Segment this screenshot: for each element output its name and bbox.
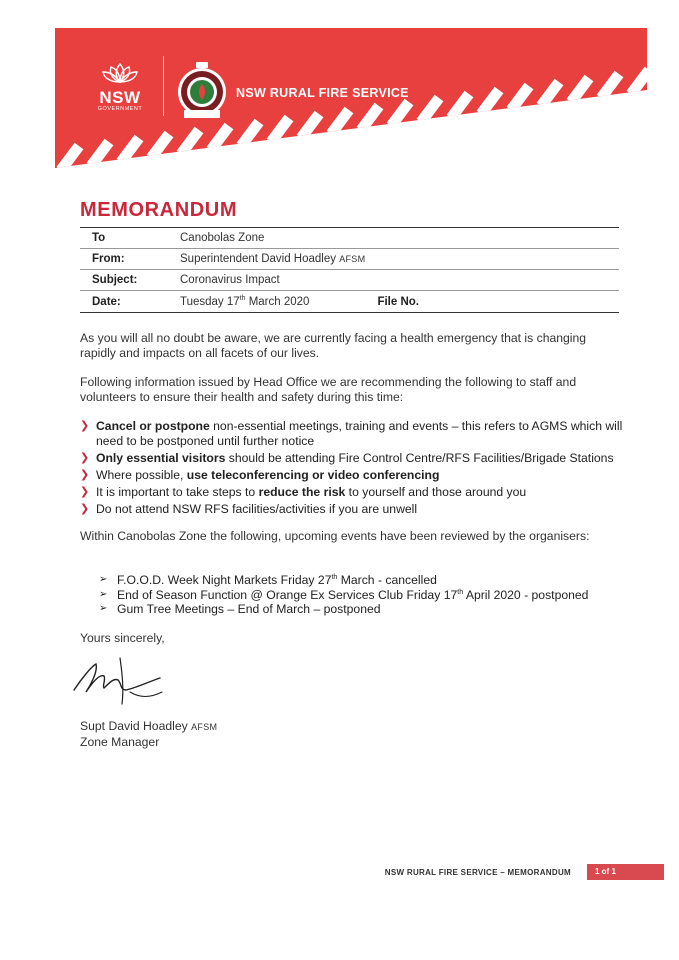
memo-row-date <box>80 291 619 312</box>
chevron-right-icon: ❯ <box>80 420 90 432</box>
page-footer <box>385 864 664 880</box>
rfs-badge-icon <box>176 62 228 122</box>
closing-line: Yours sincerely, <box>80 631 165 645</box>
event-ordinal: th <box>457 588 464 596</box>
list-item-bold: Cancel or postpone <box>96 419 210 433</box>
list-item-rest: non-essential meetings, training and events – this refers to AGMS which will need to be postponed until further notice <box>96 419 623 448</box>
date-ordinal: th <box>239 294 246 302</box>
arrowhead-bullet-icon: ➢ <box>99 588 108 600</box>
list-item-text: Do not attend NSW RFS facilities/activities if you are unwell <box>96 502 418 516</box>
chevron-right-icon: ❯ <box>80 469 90 481</box>
list-item-text: Gum Tree Meetings – End of March – postponed <box>117 602 381 616</box>
list-item-text <box>117 588 588 603</box>
from-name: Superintendent David Hoadley <box>180 253 336 265</box>
subject-label: Subject: <box>92 274 138 286</box>
list-item <box>80 502 630 517</box>
chevron-right-icon: ❯ <box>80 486 90 498</box>
list-item-bold: Only essential visitors <box>96 451 226 465</box>
handwritten-signature <box>70 652 170 712</box>
from-postnominal: AFSM <box>339 254 366 264</box>
footer-text: NSW RURAL FIRE SERVICE – MEMORANDUM <box>384 867 571 877</box>
event-status: March - cancelled <box>337 573 437 587</box>
list-item <box>99 588 619 603</box>
list-item <box>80 468 630 483</box>
sign-off-block <box>80 719 217 750</box>
list-item-text <box>117 573 437 588</box>
list-item-bold: use teleconferencing or video conferencing <box>186 468 440 482</box>
to-label: To <box>92 232 106 244</box>
body-paragraph-2: Following information issued by Head Office we are recommending the following to staff and volunteers to ensure their health and safety during this time: <box>80 375 577 404</box>
subject-value: Coronavirus Impact <box>180 274 280 286</box>
signatory-name-line <box>80 719 217 735</box>
memo-row-from <box>80 249 619 270</box>
signatory-role: Zone Manager <box>80 735 160 749</box>
date-value <box>180 296 309 308</box>
events-list <box>99 573 619 617</box>
body-paragraph-3: Within Canobolas Zone the following, upcoming events have been reviewed by the organisers: <box>80 529 590 543</box>
header-divider <box>163 56 164 116</box>
list-item-text <box>96 451 614 466</box>
from-label: From: <box>92 253 125 265</box>
chevron-right-icon: ❯ <box>80 503 90 515</box>
from-value <box>180 253 365 265</box>
organization-title: NSW RURAL FIRE SERVICE <box>236 86 409 100</box>
file-number-label: File No. <box>377 295 419 308</box>
nsw-wordmark: NSW <box>99 88 141 107</box>
page-indicator: 1 of 1 <box>587 864 664 880</box>
date-prefix: Tuesday 17 <box>180 295 240 308</box>
list-item <box>99 602 619 617</box>
to-value: Canobolas Zone <box>180 232 265 244</box>
list-item <box>99 573 619 588</box>
signatory-name: Supt David Hoadley <box>80 719 188 733</box>
nsw-government-subtext: GOVERNMENT <box>97 106 143 112</box>
list-item-text <box>96 468 439 483</box>
event-text: F.O.O.D. Week Night Markets Friday 27 <box>117 573 332 587</box>
memo-header-table <box>80 227 619 313</box>
list-item-pre: Where possible, <box>96 468 187 482</box>
recommendation-list <box>80 419 630 519</box>
date-label: Date: <box>92 295 121 308</box>
body-paragraph-1: As you will all no doubt be aware, we are currently facing a health emergency that is changing rapidly and impacts on all facets of our lives. <box>80 331 587 360</box>
list-item-pre: It is important to take steps to <box>96 485 259 499</box>
list-item-bold: reduce the risk <box>258 485 346 499</box>
chevron-right-icon: ❯ <box>80 452 90 464</box>
list-item <box>80 419 630 449</box>
list-item <box>80 485 630 500</box>
arrowhead-bullet-icon: ➢ <box>99 574 108 585</box>
arrowhead-bullet-icon: ➢ <box>99 603 108 614</box>
memo-title: MEMORANDUM <box>80 199 238 221</box>
memo-row-subject <box>80 270 619 291</box>
list-item-rest: should be attending Fire Control Centre/RFS Facilities/Brigade Stations <box>225 451 614 465</box>
memo-row-to <box>80 228 619 249</box>
signatory-postnominal: AFSM <box>191 722 218 732</box>
event-status: April 2020 - postponed <box>463 587 589 602</box>
list-item-rest: to yourself and those around you <box>345 485 527 499</box>
waratah-icon <box>99 62 141 84</box>
event-text: End of Season Function @ Orange Ex Services Club Friday 17 <box>117 587 458 602</box>
list-item-text <box>96 419 630 449</box>
date-suffix: March 2020 <box>245 295 310 308</box>
list-item-text <box>96 485 526 500</box>
nsw-government-logo <box>92 62 148 113</box>
event-ordinal: th <box>331 573 338 581</box>
list-item <box>80 451 630 466</box>
